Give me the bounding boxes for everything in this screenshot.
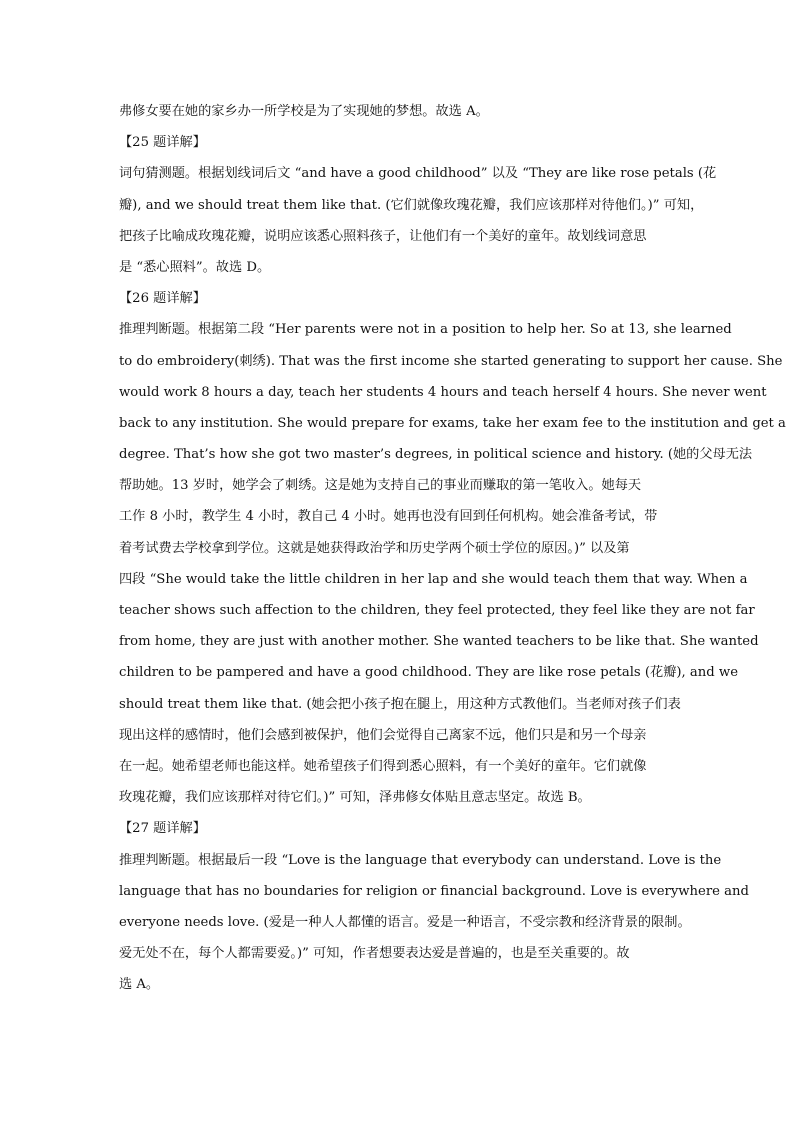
section-heading-27: 【27 题详解】 [119, 821, 206, 837]
text-line: children to be pampered and have a good childhood. They are like rose petals (花瓣), and we [119, 665, 739, 681]
text-line: everyone needs love. (爱是一种人人都懂的语言。爱是一种语言，不受宗教和经济背景的限制。 [119, 914, 691, 930]
text-line: back to any institution. She would prepare for exams, take her exam fee to the institution and get a [119, 415, 786, 431]
text-line: 推理判断题。根据第二段 “Her parents were not in a position to help her. So at 13, she learned [119, 322, 732, 338]
document-body [119, 96, 786, 1000]
text-line: 帮助她。13 岁时，她学会了刺绣。这是她为支持自己的事业而赚取的第一笔收入。她每天 [119, 478, 642, 494]
text-line: 着考试费去学校拿到学位。这就是她获得政治学和历史学两个硕士学位的原因。)” 以及第 [119, 540, 630, 556]
text-line: 推理判断题。根据最后一段 “Love is the language that everybody can understand. Love is the [119, 852, 722, 868]
text-line: degree. That’s how she got two master’s degrees, in political science and history. (她的父母无法 [119, 447, 753, 463]
text-line: 四段 “She would take the little children in her lap and she would teach them that way. When a [119, 571, 748, 587]
text-line: 爱无处不在，每个人都需要爱。)” 可知，作者想要表达爱是普遍的，也是至关重要的。故 [119, 946, 630, 962]
text-line: teacher shows such affection to the children, they feel protected, they feel like they are not far [119, 603, 755, 618]
section-heading-26: 【26 题详解】 [119, 291, 206, 307]
text-line: 把孩子比喻成玫瑰花瓣，说明应该悉心照料孩子，让他们有一个美好的童年。故划线词意思 [119, 228, 647, 244]
text-line: 弗修女要在她的家乡办一所学校是为了实现她的梦想。故选 A。 [119, 104, 489, 119]
text-line: 现出这样的感情时，他们会感到被保护，他们会觉得自己离家不远，他们只是和另一个母亲 [119, 727, 647, 743]
text-line: would work 8 hours a day, teach her students 4 hours and teach herself 4 hours. She never went [119, 384, 767, 400]
text-line: 在一起。她希望老师也能这样。她希望孩子们得到悉心照料，有一个美好的童年。它们就像 [119, 758, 647, 774]
text-line: 瓣), and we should treat them like that. (它们就像玫瑰花瓣，我们应该那样对待他们。)” 可知， [119, 197, 704, 213]
section-heading-25: 【25 题详解】 [119, 135, 206, 151]
text-line: language that has no boundaries for religion or financial background. Love is everywhere and [119, 883, 749, 899]
text-line: to do embroidery(刺绣). That was the first income she started generating to support her cause. She [119, 353, 783, 369]
text-line: should treat them like that. (她会把小孩子抱在腿上，用这种方式教他们。当老师对孩子们表 [119, 696, 681, 712]
text-line: 工作 8 小时，教学生 4 小时，教自己 4 小时。她再也没有回到任何机构。她会准备考试，带 [119, 509, 658, 525]
text-line: from home, they are just with another mother. She wanted teachers to be like that. She wanted [119, 634, 759, 650]
text-line: 选 A。 [119, 977, 160, 993]
text-line: 是 “悉心照料”。故选 D。 [119, 259, 271, 275]
text-line: 玫瑰花瓣，我们应该那样对待它们。)” 可知，泽弗修女体贴且意志坚定。故选 B。 [119, 790, 591, 806]
text-line: 词句猜测题。根据划线词后文 “and have a good childhood” 以及 “They are like rose petals (花 [119, 166, 717, 182]
